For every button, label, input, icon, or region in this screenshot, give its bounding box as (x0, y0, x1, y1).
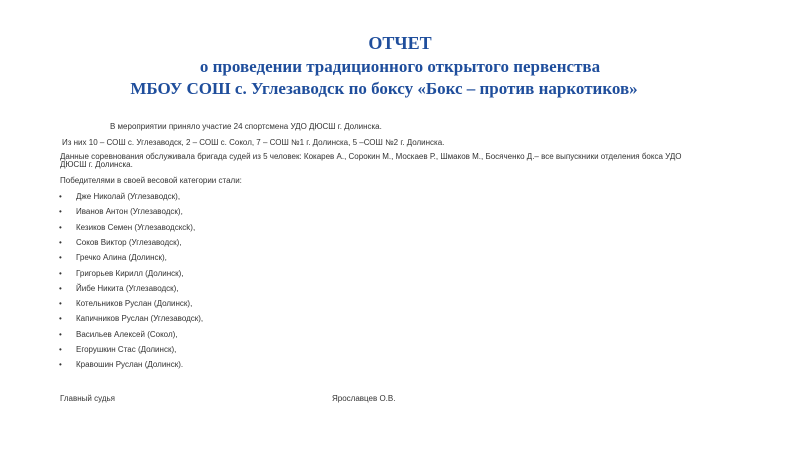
judges-paragraph-line1: Данные соревнования обслуживала бригада судей из 5 человек: Кокарев А., Сорокин М., Москаев Р., Шмаков М., Босяченко Д.– все выпускники отделения бокса УДО (60, 152, 682, 161)
chief-judge-label: Главный судья (60, 394, 116, 403)
participants-paragraph: В мероприятии приняло участие 24 спортсмена УДО ДЮСШ г. Долинска. (110, 122, 382, 131)
bullet-icon: • (59, 192, 62, 201)
bullet-icon: • (59, 207, 62, 217)
bullet-icon: • (59, 222, 62, 232)
winner-name: Дже Николай (Углезаводск), (76, 192, 181, 201)
report-subtitle-event: МБОУ СОШ с. Углезаводск по боксу «Бокс – против наркотиков» (130, 79, 638, 98)
bullet-icon: • (59, 345, 62, 354)
winner-name: Егорушкин Стас (Долинск), (76, 345, 177, 354)
winner-name: Соков Виктор (Углезаводск), (76, 237, 182, 247)
report-subtitle: о проведении традиционного открытого первенства (199, 57, 601, 76)
bullet-icon: • (59, 299, 62, 309)
bullet-icon: • (59, 268, 62, 278)
bullet-icon: • (59, 253, 62, 263)
bullet-icon: • (59, 360, 62, 370)
bullet-icon: • (59, 314, 62, 324)
report-title: ОТЧЕТ (368, 33, 432, 53)
winner-name: Кравошин Руслан (Долинск). (76, 360, 184, 370)
winner-name: Иванов Антон (Углезаводск), (76, 207, 183, 217)
bullet-icon: • (59, 329, 62, 339)
breakdown-paragraph: Из них 10 – СОШ с. Углезаводск, 2 – СОШ с. Сокол, 7 – СОШ №1 г. Долинска, 5 –СОШ №2 г. Долинска. (62, 138, 445, 147)
judges-paragraph-line2: ДЮСШ г. Долинска. (60, 160, 133, 169)
winner-name: Кезиков Семен (Углезаводсксk), (76, 222, 196, 232)
winners-intro: Победителями в своей весовой категории стали: (60, 176, 242, 185)
winner-name: Григорьев Кирилл (Долинск), (76, 268, 184, 278)
winner-name: Котельников Руслан (Долинск), (76, 299, 193, 309)
bullet-icon: • (59, 237, 62, 247)
winner-name: Гречко Алина (Долинск), (76, 253, 167, 263)
winner-name: Васильев Алексей (Сокол), (76, 329, 178, 339)
winner-name: Йибе Никита (Углезаводск), (76, 283, 179, 293)
chief-judge-name: Ярославцев О.В. (332, 394, 396, 403)
bullet-icon: • (59, 283, 62, 293)
winner-name: Капичников Руслан (Углезаводск), (76, 314, 204, 324)
